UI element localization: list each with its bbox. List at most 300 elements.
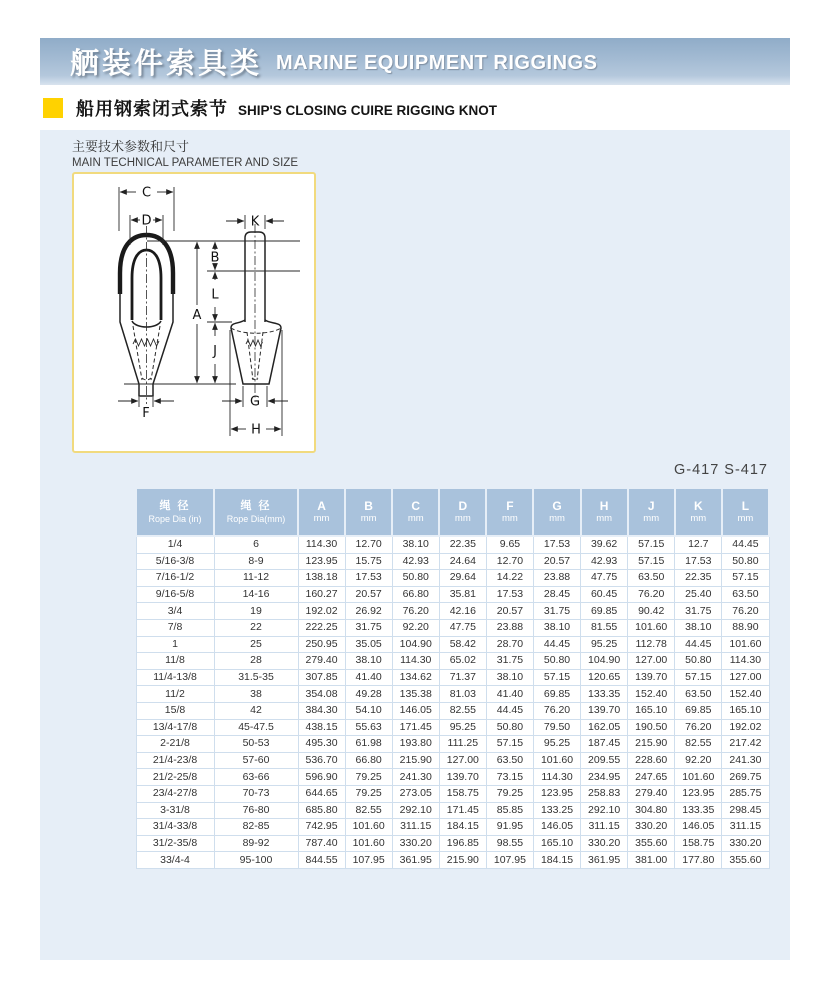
table-cell: 355.60	[628, 835, 675, 852]
dim-label-l: L	[211, 287, 219, 303]
table-cell: 273.05	[392, 785, 439, 802]
table-cell: 82.55	[675, 736, 722, 753]
table-cell: 9.65	[486, 536, 533, 553]
table-cell: 112.78	[628, 636, 675, 653]
col-header-dim-b: B mm	[345, 488, 392, 536]
table-cell: 354.08	[298, 686, 345, 703]
table-row	[136, 653, 769, 670]
table-cell: 23.88	[533, 570, 580, 587]
table-cell: 63-66	[214, 769, 298, 786]
table-cell: 57.15	[675, 669, 722, 686]
table-cell: 101.60	[345, 835, 392, 852]
table-cell: 73.15	[486, 769, 533, 786]
table-cell: 70-73	[214, 785, 298, 802]
table-cell: 69.85	[533, 686, 580, 703]
table-cell: 19	[214, 603, 298, 620]
table-cell: 146.05	[533, 819, 580, 836]
table-cell: 90.42	[628, 603, 675, 620]
table-cell: 139.70	[439, 769, 486, 786]
table-cell: 81.55	[581, 619, 628, 636]
table-cell: 123.95	[675, 785, 722, 802]
table-cell: 127.00	[722, 669, 769, 686]
table-cell: 101.60	[345, 819, 392, 836]
col-header-dim-h: H mm	[581, 488, 628, 536]
table-cell: 61.98	[345, 736, 392, 753]
table-cell: 193.80	[392, 736, 439, 753]
table-cell: 50.80	[533, 653, 580, 670]
table-cell: 44.45	[533, 636, 580, 653]
table-cell: 71.37	[439, 669, 486, 686]
table-cell: 66.80	[392, 586, 439, 603]
table-cell: 1/4	[136, 536, 214, 553]
table-cell: 57.15	[486, 736, 533, 753]
table-cell: 146.05	[675, 819, 722, 836]
table-cell: 165.10	[722, 702, 769, 719]
spec-note	[72, 139, 298, 171]
table-cell: 787.40	[298, 835, 345, 852]
table-cell: 215.90	[392, 752, 439, 769]
table-row	[136, 785, 769, 802]
side-view-socket-outline	[231, 224, 281, 402]
table-cell: 311.15	[581, 819, 628, 836]
col-header-dim-c: C mm	[392, 488, 439, 536]
table-cell: 111.25	[439, 736, 486, 753]
table-cell: 330.20	[722, 835, 769, 852]
table-cell: 79.25	[345, 769, 392, 786]
table-cell: 89-92	[214, 835, 298, 852]
table-cell: 146.05	[392, 702, 439, 719]
table-cell: 15.75	[345, 553, 392, 570]
table-cell: 17.53	[533, 536, 580, 553]
table-cell: 269.75	[722, 769, 769, 786]
table-cell: 133.25	[533, 802, 580, 819]
table-cell: 11/8	[136, 653, 214, 670]
table-cell: 192.02	[298, 603, 345, 620]
table-cell: 14-16	[214, 586, 298, 603]
table-cell: 247.65	[628, 769, 675, 786]
table-cell: 311.15	[392, 819, 439, 836]
table-cell: 330.20	[628, 819, 675, 836]
table-cell: 31.75	[486, 653, 533, 670]
table-cell: 63.50	[628, 570, 675, 587]
table-cell: 57.15	[628, 536, 675, 553]
table-cell: 192.02	[722, 719, 769, 736]
table-cell: 361.95	[581, 852, 628, 869]
table-cell: 22.35	[439, 536, 486, 553]
table-cell: 217.42	[722, 736, 769, 753]
table-cell: 241.30	[392, 769, 439, 786]
dimension-diagram-box	[72, 172, 316, 453]
table-cell: 311.15	[722, 819, 769, 836]
banner-title-zh: 舾装件索具类	[70, 48, 263, 80]
table-cell: 330.20	[392, 835, 439, 852]
table-cell: 25	[214, 636, 298, 653]
spec-table-header	[136, 488, 769, 536]
table-cell: 304.80	[628, 802, 675, 819]
table-cell: 330.20	[581, 835, 628, 852]
table-cell: 38.10	[345, 653, 392, 670]
table-cell: 79.25	[345, 785, 392, 802]
table-cell: 12.70	[486, 553, 533, 570]
table-cell: 58.42	[439, 636, 486, 653]
table-cell: 41.40	[486, 686, 533, 703]
table-cell: 76.20	[675, 719, 722, 736]
section-heading	[43, 95, 497, 121]
table-cell: 184.15	[533, 852, 580, 869]
table-cell: 28.45	[533, 586, 580, 603]
table-cell: 82-85	[214, 819, 298, 836]
table-cell: 82.55	[439, 702, 486, 719]
table-row	[136, 769, 769, 786]
table-cell: 76.20	[533, 702, 580, 719]
table-cell: 38	[214, 686, 298, 703]
table-cell: 209.55	[581, 752, 628, 769]
table-cell: 76.20	[722, 603, 769, 620]
table-cell: 215.90	[628, 736, 675, 753]
table-cell: 123.95	[533, 785, 580, 802]
table-cell: 66.80	[345, 752, 392, 769]
table-cell: 21/4-23/8	[136, 752, 214, 769]
table-cell: 158.75	[675, 835, 722, 852]
table-cell: 6	[214, 536, 298, 553]
table-cell: 39.62	[581, 536, 628, 553]
table-cell: 95-100	[214, 852, 298, 869]
page-header-banner	[40, 38, 790, 85]
table-cell: 5/16-3/8	[136, 553, 214, 570]
table-cell: 307.85	[298, 669, 345, 686]
front-view-socket-outline	[120, 226, 173, 404]
table-cell: 152.40	[722, 686, 769, 703]
table-cell: 279.40	[298, 653, 345, 670]
table-row	[136, 702, 769, 719]
table-cell: 92.20	[675, 752, 722, 769]
table-cell: 2-21/8	[136, 736, 214, 753]
table-cell: 31/4-33/8	[136, 819, 214, 836]
table-cell: 63.50	[722, 586, 769, 603]
table-row	[136, 553, 769, 570]
table-cell: 495.30	[298, 736, 345, 753]
table-cell: 95.25	[581, 636, 628, 653]
table-cell: 285.75	[722, 785, 769, 802]
table-cell: 361.95	[392, 852, 439, 869]
table-cell: 177.80	[675, 852, 722, 869]
table-cell: 31.75	[675, 603, 722, 620]
table-cell: 50.80	[392, 570, 439, 587]
table-cell: 12.70	[345, 536, 392, 553]
table-row	[136, 669, 769, 686]
table-cell: 7/16-1/2	[136, 570, 214, 587]
table-cell: 127.00	[628, 653, 675, 670]
table-cell: 42.93	[392, 553, 439, 570]
table-cell: 45-47.5	[214, 719, 298, 736]
table-row	[136, 619, 769, 636]
col-header-dim-g: G mm	[533, 488, 580, 536]
table-cell: 57.15	[533, 669, 580, 686]
table-cell: 138.18	[298, 570, 345, 587]
table-cell: 95.25	[439, 719, 486, 736]
table-cell: 7/8	[136, 619, 214, 636]
table-cell: 24.64	[439, 553, 486, 570]
table-cell: 49.28	[345, 686, 392, 703]
table-cell: 1	[136, 636, 214, 653]
table-cell: 47.75	[439, 619, 486, 636]
table-cell: 22	[214, 619, 298, 636]
socket-dimension-diagram	[74, 174, 314, 451]
table-row	[136, 686, 769, 703]
table-cell: 38.10	[533, 619, 580, 636]
table-cell: 65.02	[439, 653, 486, 670]
table-cell: 95.25	[533, 736, 580, 753]
table-cell: 134.62	[392, 669, 439, 686]
table-cell: 42.93	[581, 553, 628, 570]
table-cell: 35.05	[345, 636, 392, 653]
spec-table	[135, 487, 770, 869]
table-cell: 279.40	[628, 785, 675, 802]
table-row	[136, 586, 769, 603]
table-cell: 101.60	[722, 636, 769, 653]
table-cell: 20.57	[345, 586, 392, 603]
table-cell: 184.15	[439, 819, 486, 836]
table-row	[136, 719, 769, 736]
table-cell: 17.53	[345, 570, 392, 587]
dim-label-b: B	[210, 250, 220, 266]
table-cell: 101.60	[533, 752, 580, 769]
table-cell: 160.27	[298, 586, 345, 603]
table-cell: 384.30	[298, 702, 345, 719]
table-cell: 644.65	[298, 785, 345, 802]
table-cell: 28	[214, 653, 298, 670]
table-cell: 22.35	[675, 570, 722, 587]
table-cell: 76-80	[214, 802, 298, 819]
table-cell: 114.30	[722, 653, 769, 670]
table-cell: 9/16-5/8	[136, 586, 214, 603]
table-cell: 54.10	[345, 702, 392, 719]
table-cell: 101.60	[675, 769, 722, 786]
table-row	[136, 603, 769, 620]
table-cell: 685.80	[298, 802, 345, 819]
table-cell: 76.20	[392, 603, 439, 620]
table-cell: 42	[214, 702, 298, 719]
table-cell: 3-31/8	[136, 802, 214, 819]
table-cell: 20.57	[533, 553, 580, 570]
table-cell: 101.60	[628, 619, 675, 636]
table-cell: 31.75	[533, 603, 580, 620]
dim-label-c: C	[141, 185, 152, 201]
table-cell: 41.40	[345, 669, 392, 686]
banner-title-en: MARINE EQUIPMENT RIGGINGS	[276, 52, 598, 74]
table-cell: 44.45	[675, 636, 722, 653]
table-cell: 26.92	[345, 603, 392, 620]
table-cell: 11/4-13/8	[136, 669, 214, 686]
table-cell: 228.60	[628, 752, 675, 769]
table-cell: 114.30	[533, 769, 580, 786]
table-cell: 31.5-35	[214, 669, 298, 686]
table-cell: 57.15	[628, 553, 675, 570]
table-cell: 165.10	[533, 835, 580, 852]
table-row	[136, 835, 769, 852]
table-cell: 123.95	[298, 553, 345, 570]
table-cell: 98.55	[486, 835, 533, 852]
table-cell: 17.53	[486, 586, 533, 603]
table-cell: 38.10	[486, 669, 533, 686]
table-row	[136, 852, 769, 869]
table-cell: 57.15	[722, 570, 769, 587]
table-cell: 250.95	[298, 636, 345, 653]
table-cell: 33/4-4	[136, 852, 214, 869]
dim-label-d: D	[141, 213, 152, 229]
table-cell: 196.85	[439, 835, 486, 852]
table-cell: 79.50	[533, 719, 580, 736]
section-title-en: SHIP'S CLOSING CUIRE RIGGING KNOT	[238, 102, 497, 118]
table-cell: 38.10	[675, 619, 722, 636]
table-cell: 292.10	[581, 802, 628, 819]
table-cell: 69.85	[581, 603, 628, 620]
table-cell: 20.57	[486, 603, 533, 620]
table-cell: 139.70	[628, 669, 675, 686]
table-cell: 44.45	[722, 536, 769, 553]
table-cell: 23.88	[486, 619, 533, 636]
table-cell: 114.30	[392, 653, 439, 670]
table-cell: 13/4-17/8	[136, 719, 214, 736]
table-cell: 171.45	[392, 719, 439, 736]
table-cell: 187.45	[581, 736, 628, 753]
col-header-dim-j: J mm	[628, 488, 675, 536]
spec-note-zh: 主要技术参数和尺寸	[72, 139, 190, 154]
table-cell: 190.50	[628, 719, 675, 736]
table-row	[136, 819, 769, 836]
table-cell: 438.15	[298, 719, 345, 736]
table-cell: 127.00	[439, 752, 486, 769]
table-cell: 107.95	[345, 852, 392, 869]
table-cell: 222.25	[298, 619, 345, 636]
table-cell: 23/4-27/8	[136, 785, 214, 802]
table-cell: 31/2-35/8	[136, 835, 214, 852]
section-title-zh: 船用钢索闭式索节	[76, 99, 228, 119]
table-cell: 381.00	[628, 852, 675, 869]
table-row	[136, 736, 769, 753]
col-header-dim-f: F mm	[486, 488, 533, 536]
model-codes: G-417 S-417	[673, 462, 768, 478]
table-cell: 50.80	[722, 553, 769, 570]
col-header-rope-dia-in: 绳 径 Rope Dia (in)	[136, 488, 214, 536]
dim-label-f: F	[142, 406, 150, 421]
col-header-dim-l: L mm	[722, 488, 769, 536]
table-cell: 91.95	[486, 819, 533, 836]
table-cell: 133.35	[675, 802, 722, 819]
table-cell: 50-53	[214, 736, 298, 753]
table-cell: 114.30	[298, 536, 345, 553]
table-cell: 596.90	[298, 769, 345, 786]
table-cell: 60.45	[581, 586, 628, 603]
table-cell: 50.80	[486, 719, 533, 736]
table-cell: 139.70	[581, 702, 628, 719]
col-header-dim-k: K mm	[675, 488, 722, 536]
table-cell: 215.90	[439, 852, 486, 869]
table-cell: 11-12	[214, 570, 298, 587]
table-cell: 79.25	[486, 785, 533, 802]
table-cell: 844.55	[298, 852, 345, 869]
table-cell: 82.55	[345, 802, 392, 819]
table-cell: 76.20	[628, 586, 675, 603]
table-cell: 165.10	[628, 702, 675, 719]
table-cell: 29.64	[439, 570, 486, 587]
content-panel	[40, 130, 790, 960]
table-cell: 63.50	[486, 752, 533, 769]
table-cell: 88.90	[722, 619, 769, 636]
table-cell: 15/8	[136, 702, 214, 719]
table-cell: 241.30	[722, 752, 769, 769]
dim-label-g: G	[249, 394, 261, 410]
table-cell: 14.22	[486, 570, 533, 587]
col-header-dim-d: D mm	[439, 488, 486, 536]
col-header-rope-dia-mm: 绳 径 Rope Dia(mm)	[214, 488, 298, 536]
yellow-bullet-square	[43, 98, 63, 118]
col-header-dim-a: A mm	[298, 488, 345, 536]
table-cell: 57-60	[214, 752, 298, 769]
table-cell: 104.90	[392, 636, 439, 653]
table-cell: 104.90	[581, 653, 628, 670]
table-cell: 171.45	[439, 802, 486, 819]
table-cell: 50.80	[675, 653, 722, 670]
table-row	[136, 536, 769, 553]
spec-note-en: MAIN TECHNICAL PARAMETER AND SIZE	[72, 157, 298, 169]
table-cell: 12.7	[675, 536, 722, 553]
table-cell: 355.60	[722, 852, 769, 869]
table-cell: 133.35	[581, 686, 628, 703]
table-cell: 28.70	[486, 636, 533, 653]
table-cell: 158.75	[439, 785, 486, 802]
table-cell: 17.53	[675, 553, 722, 570]
table-cell: 69.85	[675, 702, 722, 719]
table-cell: 63.50	[675, 686, 722, 703]
table-cell: 35.81	[439, 586, 486, 603]
table-cell: 162.05	[581, 719, 628, 736]
table-row	[136, 636, 769, 653]
dim-label-h: H	[251, 422, 261, 438]
table-cell: 107.95	[486, 852, 533, 869]
table-cell: 292.10	[392, 802, 439, 819]
table-cell: 152.40	[628, 686, 675, 703]
table-cell: 120.65	[581, 669, 628, 686]
table-cell: 8-9	[214, 553, 298, 570]
table-cell: 31.75	[345, 619, 392, 636]
table-cell: 298.45	[722, 802, 769, 819]
table-row	[136, 570, 769, 587]
dim-label-j: J	[213, 344, 217, 359]
table-cell: 258.83	[581, 785, 628, 802]
table-cell: 42.16	[439, 603, 486, 620]
table-cell: 44.45	[486, 702, 533, 719]
table-cell: 135.38	[392, 686, 439, 703]
table-cell: 55.63	[345, 719, 392, 736]
table-cell: 81.03	[439, 686, 486, 703]
table-cell: 742.95	[298, 819, 345, 836]
table-row	[136, 802, 769, 819]
table-cell: 85.85	[486, 802, 533, 819]
dim-label-k: K	[250, 214, 260, 230]
table-cell: 21/2-25/8	[136, 769, 214, 786]
table-cell: 47.75	[581, 570, 628, 587]
table-row	[136, 752, 769, 769]
table-cell: 92.20	[392, 619, 439, 636]
dim-label-a: A	[192, 308, 202, 323]
table-cell: 25.40	[675, 586, 722, 603]
table-cell: 234.95	[581, 769, 628, 786]
table-cell: 3/4	[136, 603, 214, 620]
table-cell: 536.70	[298, 752, 345, 769]
table-cell: 38.10	[392, 536, 439, 553]
table-cell: 11/2	[136, 686, 214, 703]
